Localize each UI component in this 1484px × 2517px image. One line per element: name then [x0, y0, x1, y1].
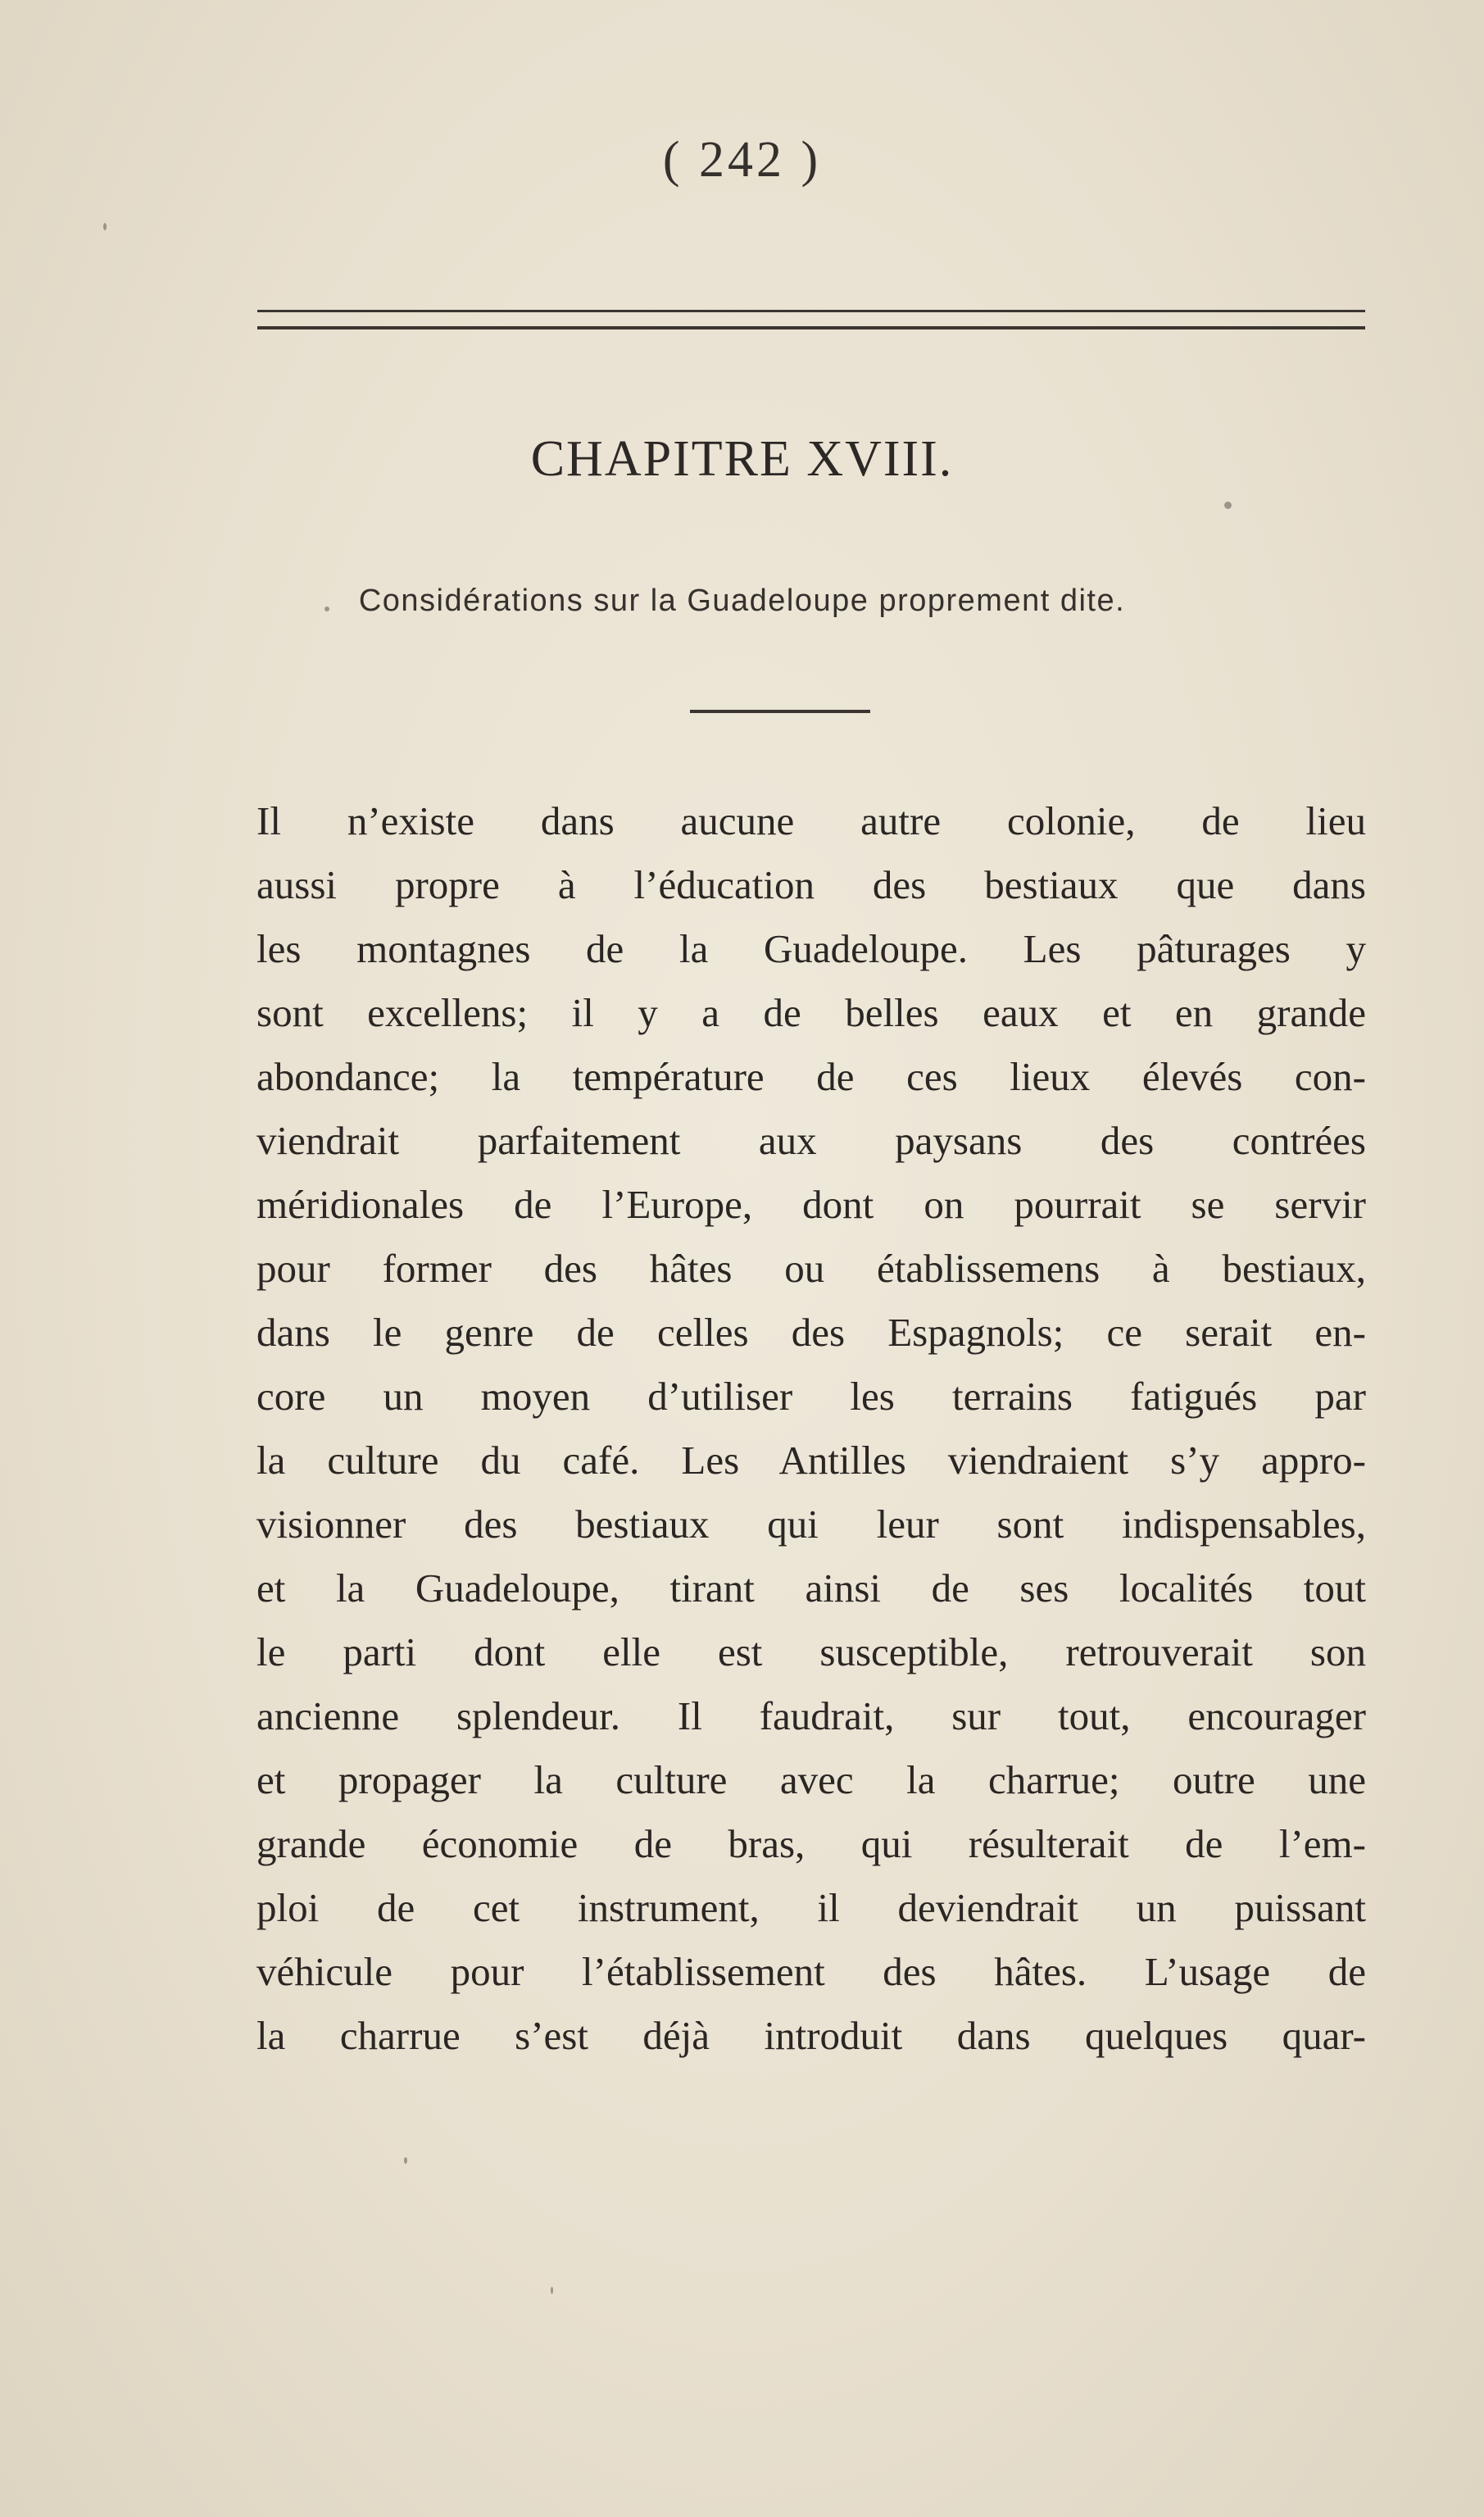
text-line: aussi propre à l’éducation des bestiaux que dans — [256, 862, 1366, 907]
paper-speck — [324, 607, 329, 611]
text-line: la culture du café. Les Antilles viendraient s’y appro- — [256, 1438, 1366, 1483]
paper-speck — [1224, 502, 1232, 509]
text-line: abondance; la température de ces lieux élevés con- — [256, 1054, 1366, 1099]
text-line: ploi de cet instrument, il deviendrait un puissant — [256, 1885, 1366, 1930]
text-line: et propager la culture avec la charrue; outre une — [256, 1757, 1366, 1802]
chapter-subtitle: Considérations sur la Guadeloupe proprement dite. — [358, 584, 1126, 618]
text-line: grande économie de bras, qui résulterait de l’em- — [256, 1821, 1366, 1866]
text-line: méridionales de l’Europe, dont on pourrait se servir — [256, 1182, 1366, 1227]
header-rule-top — [257, 310, 1365, 312]
text-line: le parti dont elle est susceptible, retrouverait son — [256, 1629, 1366, 1674]
header-rule-bottom — [257, 326, 1365, 329]
text-line: la charrue s’est déjà introduit dans quelques quar- — [256, 2013, 1366, 2058]
text-line: Il n’existe dans aucune autre colonie, de lieu — [256, 798, 1366, 843]
page-number: ( 242 ) — [662, 132, 822, 188]
text-line: les montagnes de la Guadeloupe. Les pâturages y — [256, 926, 1366, 971]
text-line: véhicule pour l’établissement des hâtes. L’usage de — [256, 1949, 1366, 1994]
text-line: viendrait parfaitement aux paysans des contrées — [256, 1118, 1366, 1163]
text-line: pour former des hâtes ou établissemens à bestiaux, — [256, 1246, 1366, 1291]
text-line: et la Guadeloupe, tirant ainsi de ses localités tout — [256, 1565, 1366, 1611]
paper-speck — [404, 2157, 407, 2164]
text-line: dans le genre de celles des Espagnols; ce serait en- — [256, 1310, 1366, 1355]
section-divider — [690, 710, 870, 713]
text-line: visionner des bestiaux qui leur sont indispensables, — [256, 1502, 1366, 1547]
paper-speck — [551, 2287, 553, 2294]
text-line: sont excellens; il y a de belles eaux et en grande — [256, 990, 1366, 1035]
text-line: ancienne splendeur. Il faudrait, sur tout, encourager — [256, 1693, 1366, 1738]
chapter-title: CHAPITRE XVIII. — [530, 431, 954, 487]
paper-speck — [103, 223, 107, 230]
body-paragraph — [256, 789, 1366, 2068]
text-line: core un moyen d’utiliser les terrains fatigués par — [256, 1374, 1366, 1419]
